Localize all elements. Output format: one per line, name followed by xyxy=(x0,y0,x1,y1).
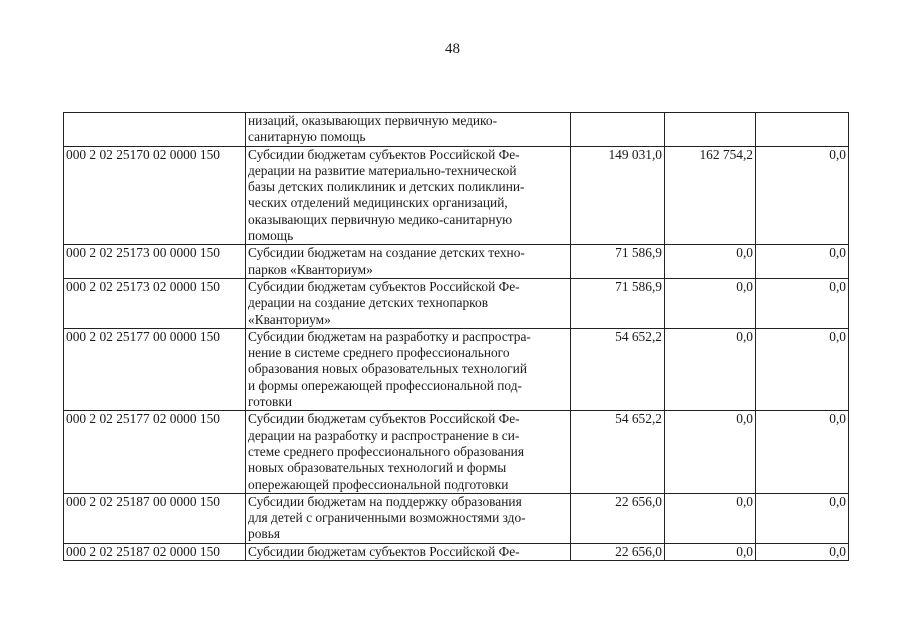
budget-code-cell: 000 2 02 25173 00 0000 150 xyxy=(64,245,246,279)
budget-code-cell: 000 2 02 25173 02 0000 150 xyxy=(64,278,246,328)
description-line: новых образовательных технологий и формы xyxy=(248,460,507,476)
description-line: образования новых образовательных технологий xyxy=(248,361,527,377)
description-line: Субсидии бюджетам субъектов Российской Фе- xyxy=(248,543,520,559)
budget-code-cell: 000 2 02 25170 02 0000 150 xyxy=(64,146,246,245)
description-cell xyxy=(246,328,571,410)
description-line: и формы опережающей профессиональной под- xyxy=(248,377,523,393)
description-cell xyxy=(246,411,571,493)
table-row xyxy=(64,493,849,543)
table-row xyxy=(64,543,849,560)
value-2021-cell: 0,0 xyxy=(756,245,849,279)
budget-code-cell: 000 2 02 25177 02 0000 150 xyxy=(64,411,246,493)
value-2019-cell: 149 031,0 xyxy=(571,146,665,245)
value-2021-cell xyxy=(756,113,849,147)
value-2019-cell xyxy=(571,113,665,147)
description-cell xyxy=(246,543,571,560)
budget-code-cell xyxy=(64,113,246,147)
description-line: оказывающих первичную медико-санитарную xyxy=(248,211,513,227)
value-2020-cell: 0,0 xyxy=(665,328,756,410)
description-line: опережающей профессиональной подготовки xyxy=(248,476,509,492)
value-2019-cell: 22 656,0 xyxy=(571,543,665,560)
page-number: 48 xyxy=(445,41,460,57)
value-2021-cell: 0,0 xyxy=(756,493,849,543)
value-2019-cell: 71 586,9 xyxy=(571,278,665,328)
budget-table xyxy=(63,112,849,561)
description-line: Субсидии бюджетам на разработку и распростра- xyxy=(248,328,531,344)
description-cell xyxy=(246,493,571,543)
description-line: базы детских поликлиник и детских поликлини- xyxy=(248,179,525,195)
description-line: стеме среднего профессионального образования xyxy=(248,443,525,459)
value-2020-cell: 0,0 xyxy=(665,493,756,543)
table-row xyxy=(64,113,849,147)
table-body xyxy=(64,113,849,561)
description-line: дерации на разработку и распространение в си- xyxy=(248,427,520,443)
description-cell xyxy=(246,146,571,245)
value-2020-cell: 162 754,2 xyxy=(665,146,756,245)
description-line: низаций, оказывающих первичную медико- xyxy=(248,113,498,128)
table-row xyxy=(64,328,849,410)
value-2020-cell: 0,0 xyxy=(665,411,756,493)
value-2021-cell: 0,0 xyxy=(756,278,849,328)
description-line: Субсидии бюджетам на создание детских техно- xyxy=(248,245,525,261)
value-2021-cell: 0,0 xyxy=(756,146,849,245)
description-cell xyxy=(246,245,571,279)
description-line: Субсидии бюджетам на поддержку образования xyxy=(248,493,522,509)
description-line: помощь xyxy=(248,228,294,244)
value-2020-cell: 0,0 xyxy=(665,543,756,560)
table-row xyxy=(64,278,849,328)
description-line: нение в системе среднего профессионального xyxy=(248,345,510,361)
value-2021-cell: 0,0 xyxy=(756,328,849,410)
value-2019-cell: 54 652,2 xyxy=(571,411,665,493)
value-2020-cell: 0,0 xyxy=(665,278,756,328)
description-line: Субсидии бюджетам субъектов Российской Фе- xyxy=(248,146,520,162)
table-row xyxy=(64,245,849,279)
description-line: ровья xyxy=(248,526,280,542)
value-2021-cell: 0,0 xyxy=(756,411,849,493)
value-2020-cell: 0,0 xyxy=(665,245,756,279)
budget-code-cell: 000 2 02 25187 00 0000 150 xyxy=(64,493,246,543)
description-cell xyxy=(246,113,571,147)
description-line: дерации на создание детских технопарков xyxy=(248,295,489,311)
description-line: дерации на развитие материально-технической xyxy=(248,162,517,178)
table-row xyxy=(64,411,849,493)
table-row xyxy=(64,146,849,245)
description-line: для детей с ограниченными возможностями здо- xyxy=(248,510,526,526)
description-line: ческих отделений медицинских организаций, xyxy=(248,195,508,211)
description-line: «Кванториум» xyxy=(248,311,331,327)
value-2019-cell: 71 586,9 xyxy=(571,245,665,279)
budget-code-cell: 000 2 02 25187 02 0000 150 xyxy=(64,543,246,560)
budget-code-cell: 000 2 02 25177 00 0000 150 xyxy=(64,328,246,410)
description-line: готовки xyxy=(248,394,293,410)
description-line: Субсидии бюджетам субъектов Российской Фе- xyxy=(248,411,520,427)
description-line: парков «Кванториум» xyxy=(248,261,373,277)
value-2021-cell: 0,0 xyxy=(756,543,849,560)
description-cell xyxy=(246,278,571,328)
description-line: санитарную помощь xyxy=(248,129,366,145)
value-2019-cell: 54 652,2 xyxy=(571,328,665,410)
value-2019-cell: 22 656,0 xyxy=(571,493,665,543)
description-line: Субсидии бюджетам субъектов Российской Фе- xyxy=(248,278,520,294)
value-2020-cell xyxy=(665,113,756,147)
